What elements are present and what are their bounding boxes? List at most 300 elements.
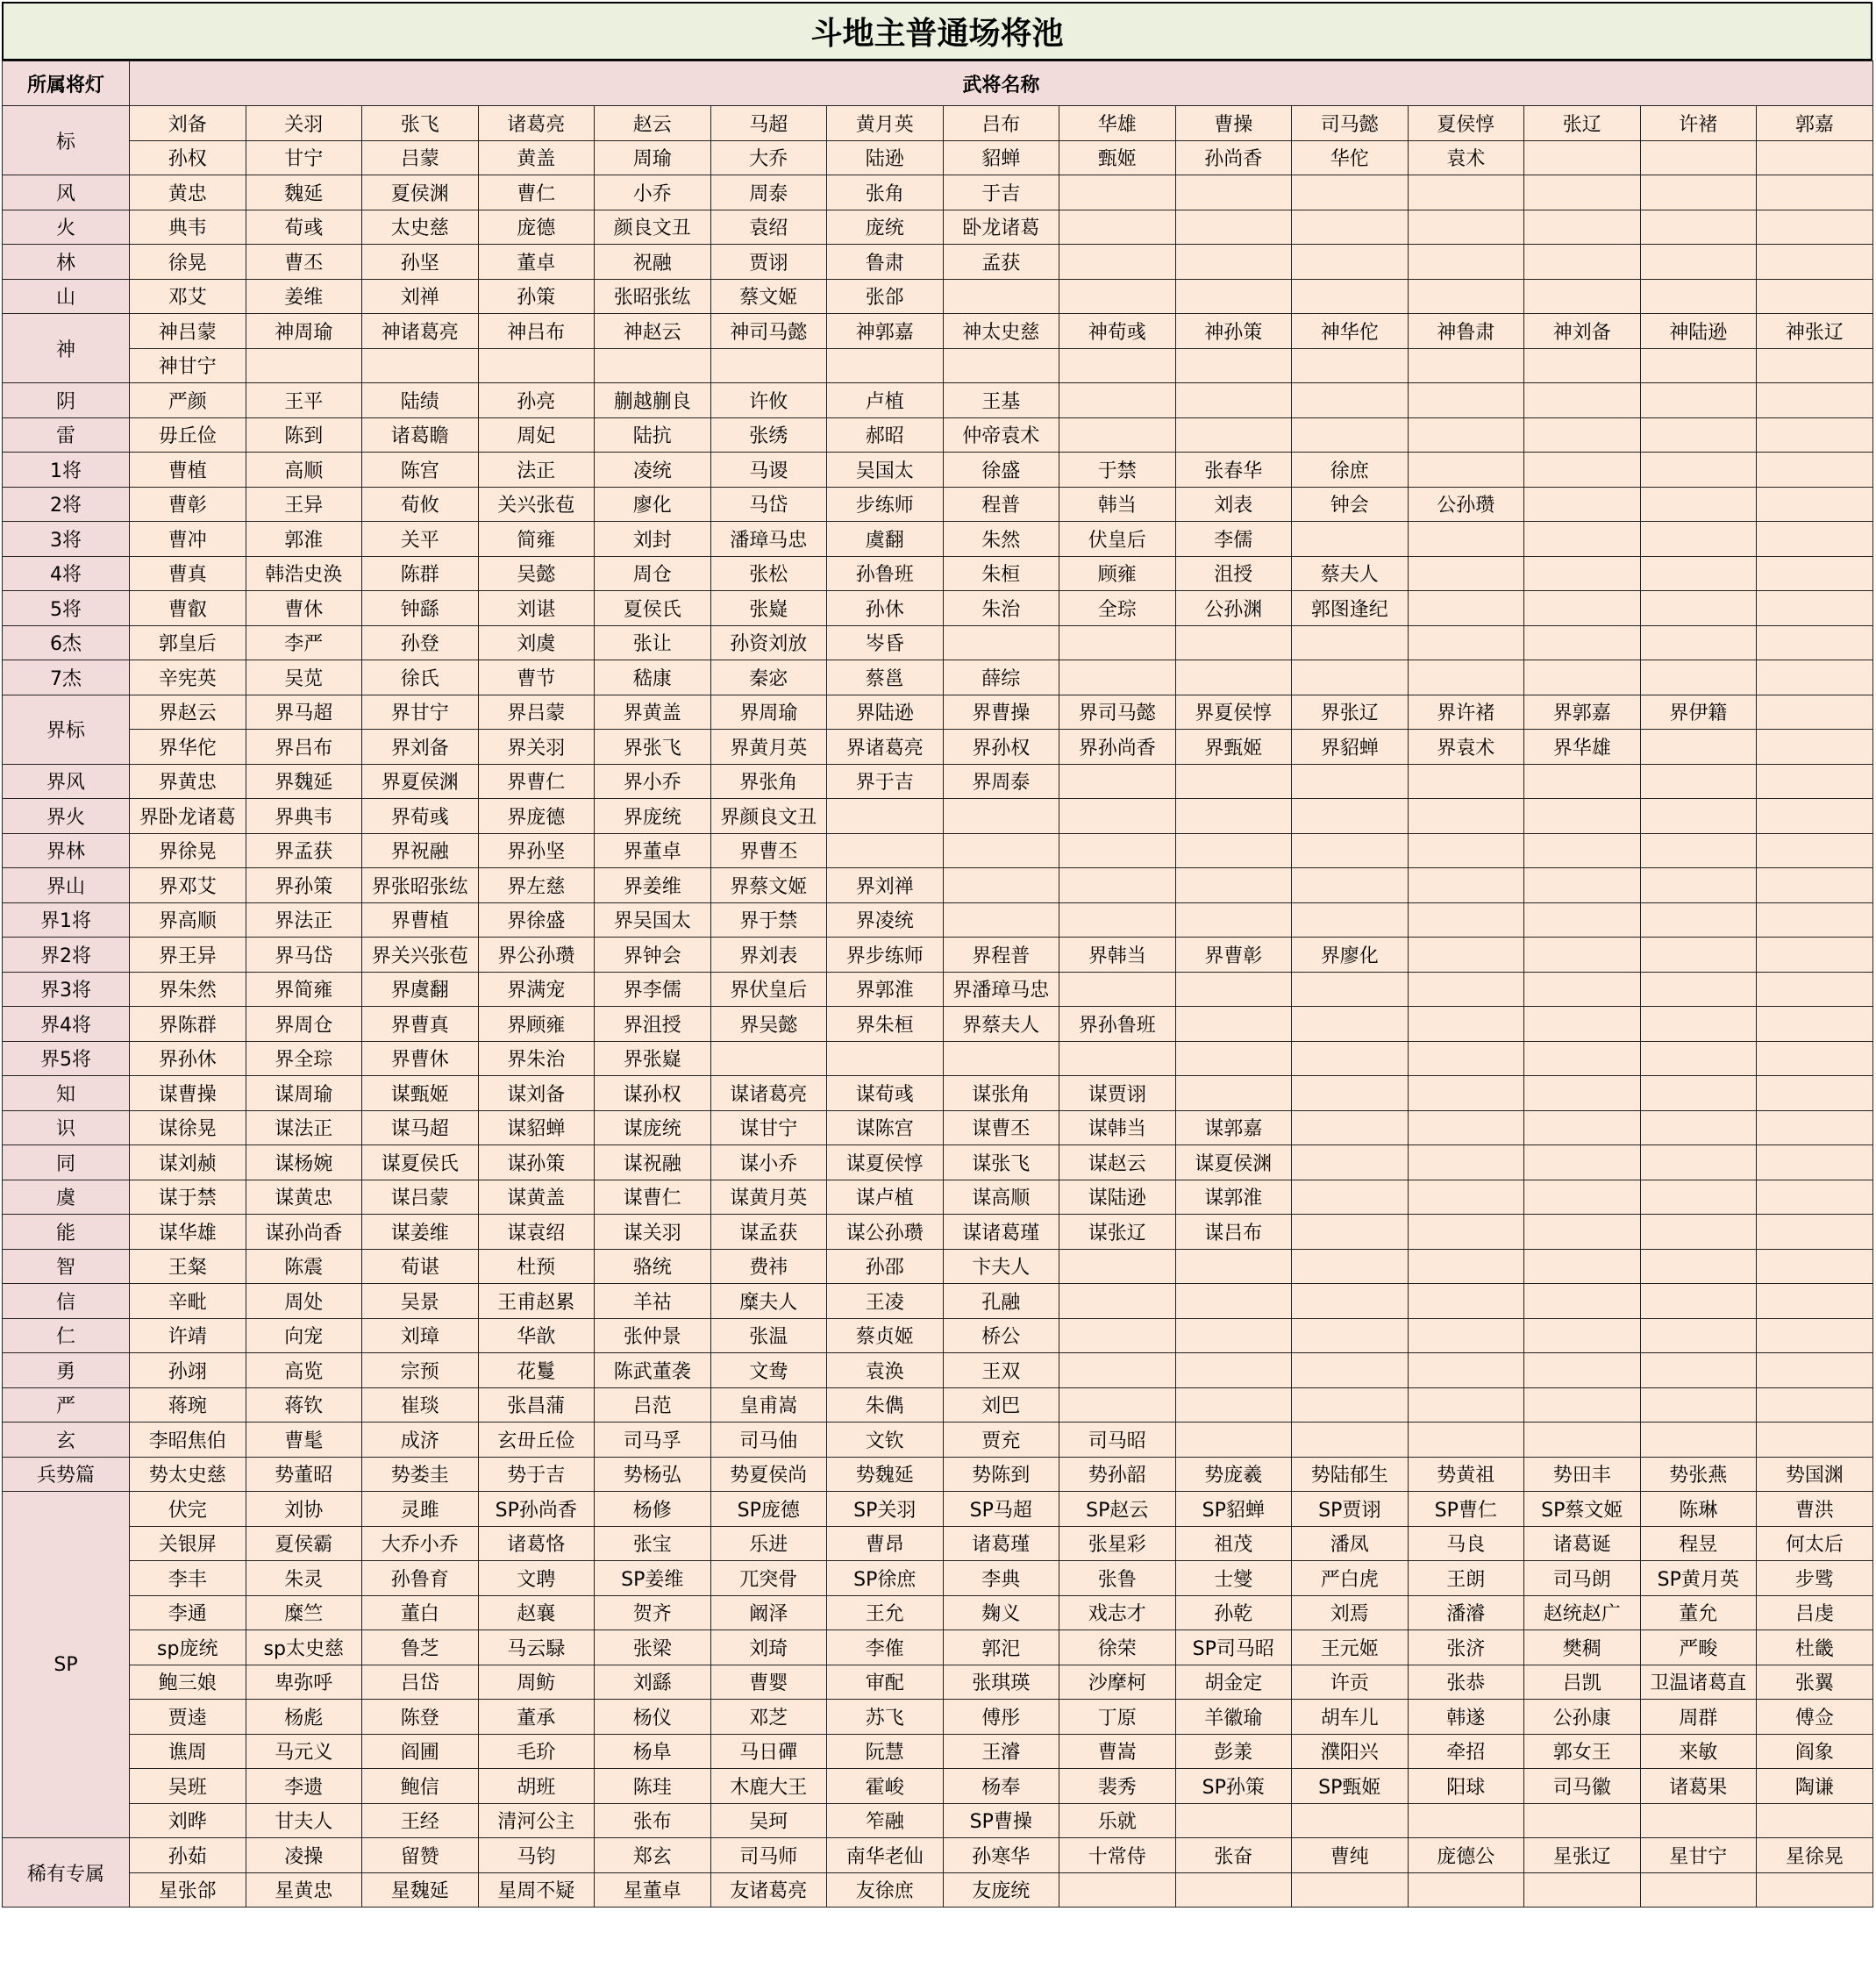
general-cell: 吕虔 xyxy=(1757,1595,1873,1630)
general-cell: 吕范 xyxy=(595,1387,711,1423)
general-cell: 杨仪 xyxy=(595,1700,711,1735)
general-cell: 谋黄盖 xyxy=(478,1180,595,1215)
general-cell xyxy=(1524,140,1641,175)
general-cell xyxy=(1408,1076,1524,1111)
general-cell xyxy=(1292,764,1409,799)
general-cell: 黄盖 xyxy=(478,140,595,175)
general-cell: 界简雍 xyxy=(246,972,362,1007)
general-cell xyxy=(1640,175,1757,210)
general-cell: 吕岱 xyxy=(362,1665,479,1700)
general-cell: 郭嘉 xyxy=(1757,106,1873,141)
general-cell: 谋马超 xyxy=(362,1110,479,1145)
general-cell: 兀突骨 xyxy=(710,1561,827,1596)
general-cell: 神孙策 xyxy=(1175,314,1292,349)
general-cell: 阚泽 xyxy=(710,1595,827,1630)
general-cell: 曹仁 xyxy=(478,175,595,210)
general-cell xyxy=(1640,1353,1757,1388)
general-cell xyxy=(1292,1041,1409,1076)
general-cell xyxy=(1524,1145,1641,1180)
general-cell: 刘表 xyxy=(1175,487,1292,522)
general-cell: 界黄盖 xyxy=(595,695,711,730)
general-cell: 周泰 xyxy=(710,175,827,210)
general-cell: 孔融 xyxy=(943,1284,1059,1319)
general-cell xyxy=(1640,833,1757,868)
general-cell xyxy=(1757,730,1873,765)
general-cell: 皇甫嵩 xyxy=(710,1387,827,1423)
general-cell: 李傕 xyxy=(827,1630,944,1665)
general-cell xyxy=(1640,1423,1757,1458)
general-cell: 牵招 xyxy=(1408,1734,1524,1769)
general-cell xyxy=(1757,1180,1873,1215)
general-cell xyxy=(943,868,1059,903)
category-cell: 界火 xyxy=(3,799,130,834)
general-cell: 诸葛瑾 xyxy=(943,1526,1059,1561)
general-cell xyxy=(1757,972,1873,1007)
table-row xyxy=(3,1215,1873,1250)
general-cell xyxy=(1408,279,1524,314)
general-cell xyxy=(1408,1387,1524,1423)
general-cell: 大乔小乔 xyxy=(362,1526,479,1561)
general-cell: 王经 xyxy=(362,1803,479,1838)
general-cell xyxy=(1524,383,1641,418)
general-cell: 神张辽 xyxy=(1757,314,1873,349)
general-cell: 王异 xyxy=(246,487,362,522)
general-cell: 张琪瑛 xyxy=(943,1665,1059,1700)
general-cell: 关羽 xyxy=(246,106,362,141)
general-cell xyxy=(1640,140,1757,175)
general-cell xyxy=(1757,764,1873,799)
general-cell: 文钦 xyxy=(827,1423,944,1458)
general-cell: 谋孙权 xyxy=(595,1076,711,1111)
general-cell: 势田丰 xyxy=(1524,1457,1641,1492)
general-cell: 贺齐 xyxy=(595,1595,711,1630)
general-cell: 谋周瑜 xyxy=(246,1076,362,1111)
general-cell: 界张昭张纮 xyxy=(362,868,479,903)
table-row xyxy=(3,902,1873,938)
general-cell: 朱然 xyxy=(943,522,1059,557)
general-cell: 界朱治 xyxy=(478,1041,595,1076)
general-cell: 谯周 xyxy=(130,1734,246,1769)
general-cell: 张梁 xyxy=(595,1630,711,1665)
general-cell: SP蔡文姬 xyxy=(1524,1492,1641,1527)
table-row xyxy=(3,1076,1873,1111)
general-cell: 张绣 xyxy=(710,417,827,453)
category-cell: 兵势篇 xyxy=(3,1457,130,1492)
general-cell xyxy=(827,1041,944,1076)
general-cell: 界程普 xyxy=(943,938,1059,973)
general-cell: 王平 xyxy=(246,383,362,418)
general-cell: 玄毌丘俭 xyxy=(478,1423,595,1458)
general-cell: 谋袁绍 xyxy=(478,1215,595,1250)
general-cell xyxy=(1524,902,1641,938)
general-cell: SP庞德 xyxy=(710,1492,827,1527)
general-cell: 界朱桓 xyxy=(827,1007,944,1042)
general-cell: 刘巴 xyxy=(943,1387,1059,1423)
general-cell: 谋张角 xyxy=(943,1076,1059,1111)
general-cell xyxy=(1059,833,1176,868)
general-cell xyxy=(1757,522,1873,557)
general-cell: 濮阳兴 xyxy=(1292,1734,1409,1769)
general-cell: 界法正 xyxy=(246,902,362,938)
general-cell: 董白 xyxy=(362,1595,479,1630)
general-cell: 杜畿 xyxy=(1757,1630,1873,1665)
general-cell: 界张角 xyxy=(710,764,827,799)
general-cell xyxy=(1640,453,1757,488)
general-cell xyxy=(1640,591,1757,626)
general-cell: 友庞统 xyxy=(943,1872,1059,1908)
general-cell: 界黄忠 xyxy=(130,764,246,799)
general-cell: 神鲁肃 xyxy=(1408,314,1524,349)
general-cell xyxy=(1640,868,1757,903)
general-cell xyxy=(1757,799,1873,834)
general-cell: 蔡夫人 xyxy=(1292,556,1409,591)
general-cell: 神陆逊 xyxy=(1640,314,1757,349)
general-cell: 庞统 xyxy=(827,210,944,245)
general-cell: 神周瑜 xyxy=(246,314,362,349)
general-cell xyxy=(827,348,944,383)
general-cell: 甘宁 xyxy=(246,140,362,175)
general-cell: 李儒 xyxy=(1175,522,1292,557)
general-cell: 魏延 xyxy=(246,175,362,210)
general-cell: 界李儒 xyxy=(595,972,711,1007)
general-cell: 孙鲁育 xyxy=(362,1561,479,1596)
general-cell: 卞夫人 xyxy=(943,1249,1059,1284)
general-cell xyxy=(1292,383,1409,418)
general-cell: 木鹿大王 xyxy=(710,1769,827,1804)
general-cell xyxy=(1757,938,1873,973)
general-cell: 潘濬 xyxy=(1408,1595,1524,1630)
general-cell xyxy=(1524,591,1641,626)
general-cell xyxy=(1408,453,1524,488)
general-cell: 曹植 xyxy=(130,453,246,488)
general-cell xyxy=(1408,625,1524,660)
general-cell: 徐晃 xyxy=(130,245,246,280)
general-cell: 吴珂 xyxy=(710,1803,827,1838)
general-cell xyxy=(1292,245,1409,280)
general-cell: 庞德 xyxy=(478,210,595,245)
category-cell: 智 xyxy=(3,1249,130,1284)
general-cell: SP徐庶 xyxy=(827,1561,944,1596)
general-cell: 孙尚香 xyxy=(1175,140,1292,175)
general-cell xyxy=(1292,625,1409,660)
general-cell: 吕蒙 xyxy=(362,140,479,175)
general-cell: 陈登 xyxy=(362,1700,479,1735)
general-cell: 辛宪英 xyxy=(130,660,246,695)
general-cell: 界孟获 xyxy=(246,833,362,868)
general-cell xyxy=(1408,348,1524,383)
general-cell xyxy=(1757,625,1873,660)
general-cell: 周群 xyxy=(1640,1700,1757,1735)
general-cell: 沙摩柯 xyxy=(1059,1665,1176,1700)
general-cell: 谋甘宁 xyxy=(710,1110,827,1145)
category-cell: 稀有专属 xyxy=(3,1838,130,1908)
general-cell: 卢植 xyxy=(827,383,944,418)
general-cell: 凌统 xyxy=(595,453,711,488)
general-cell xyxy=(1408,660,1524,695)
general-cell: 嵇康 xyxy=(595,660,711,695)
general-cell xyxy=(1524,660,1641,695)
general-cell xyxy=(1175,799,1292,834)
general-cell: 典韦 xyxy=(130,210,246,245)
general-cell xyxy=(1757,1041,1873,1076)
general-cell: 神吕蒙 xyxy=(130,314,246,349)
general-cell: 郭淮 xyxy=(246,522,362,557)
general-cell: 谋徐晃 xyxy=(130,1110,246,1145)
general-cell xyxy=(595,348,711,383)
table-row xyxy=(3,660,1873,695)
general-cell: 谋郭嘉 xyxy=(1175,1110,1292,1145)
general-cell xyxy=(1757,487,1873,522)
general-cell xyxy=(1640,764,1757,799)
general-cell xyxy=(1175,245,1292,280)
general-cell: 成济 xyxy=(362,1423,479,1458)
category-cell: 虞 xyxy=(3,1180,130,1215)
general-cell xyxy=(1059,1284,1176,1319)
general-cell xyxy=(1524,348,1641,383)
general-cell: 界夏侯惇 xyxy=(1175,695,1292,730)
table-row xyxy=(3,938,1873,973)
general-cell xyxy=(1524,417,1641,453)
general-cell: 界孙鲁班 xyxy=(1059,1007,1176,1042)
general-cell xyxy=(1059,348,1176,383)
table-row xyxy=(3,764,1873,799)
general-cell: 苏飞 xyxy=(827,1700,944,1735)
general-cell: 荀谌 xyxy=(362,1249,479,1284)
general-cell: SP关羽 xyxy=(827,1492,944,1527)
general-cell: 蔡邕 xyxy=(827,660,944,695)
general-cell xyxy=(1408,1249,1524,1284)
general-cell: 宗预 xyxy=(362,1353,479,1388)
general-cell xyxy=(1757,1076,1873,1111)
general-cell xyxy=(1408,799,1524,834)
category-cell: 界2将 xyxy=(3,938,130,973)
general-cell: 谋孟获 xyxy=(710,1215,827,1250)
general-cell: 陈珪 xyxy=(595,1769,711,1804)
general-cell xyxy=(1640,1318,1757,1353)
general-cell xyxy=(1524,799,1641,834)
general-cell xyxy=(1757,210,1873,245)
general-cell: 界虞翻 xyxy=(362,972,479,1007)
general-cell xyxy=(710,1041,827,1076)
general-cell xyxy=(1640,1249,1757,1284)
general-cell: 文鸯 xyxy=(710,1353,827,1388)
general-cell xyxy=(1757,1353,1873,1388)
general-cell: 鲁肃 xyxy=(827,245,944,280)
table-row xyxy=(3,1457,1873,1492)
general-cell xyxy=(1175,764,1292,799)
general-cell: 凌操 xyxy=(246,1838,362,1873)
general-cell xyxy=(1175,348,1292,383)
general-cell: 界荀彧 xyxy=(362,799,479,834)
general-cell: 颜良文丑 xyxy=(595,210,711,245)
general-cell: 界袁术 xyxy=(1408,730,1524,765)
table-row xyxy=(3,1838,1873,1873)
general-cell xyxy=(1524,1007,1641,1042)
general-cell xyxy=(1059,972,1176,1007)
general-cell: 谋公孙瓒 xyxy=(827,1215,944,1250)
general-cell: 许贡 xyxy=(1292,1665,1409,1700)
general-cell: 谋张辽 xyxy=(1059,1215,1176,1250)
general-cell xyxy=(1640,1076,1757,1111)
general-cell xyxy=(1292,1007,1409,1042)
general-cell: 樊稠 xyxy=(1524,1630,1641,1665)
general-cell: 谋吕蒙 xyxy=(362,1180,479,1215)
general-cell xyxy=(1408,383,1524,418)
general-cell: 袁绍 xyxy=(710,210,827,245)
general-cell: 界刘禅 xyxy=(827,868,944,903)
general-cell: 王粲 xyxy=(130,1249,246,1284)
general-cell: 界董卓 xyxy=(595,833,711,868)
general-cell: 诸葛诞 xyxy=(1524,1526,1641,1561)
general-cell xyxy=(1524,210,1641,245)
general-cell: 胡金定 xyxy=(1175,1665,1292,1700)
general-cell: 董卓 xyxy=(478,245,595,280)
general-cell: 谋姜维 xyxy=(362,1215,479,1250)
general-cell: 杨彪 xyxy=(246,1700,362,1735)
general-cell: 界沮授 xyxy=(595,1007,711,1042)
general-cell: 张飞 xyxy=(362,106,479,141)
general-cell: 陆抗 xyxy=(595,417,711,453)
category-cell: 林 xyxy=(3,245,130,280)
general-cell: 马云騄 xyxy=(478,1630,595,1665)
general-cell xyxy=(943,348,1059,383)
general-cell: 谋诸葛瑾 xyxy=(943,1215,1059,1250)
general-cell: 韩浩史涣 xyxy=(246,556,362,591)
general-cell: 崔琰 xyxy=(362,1387,479,1423)
general-cell xyxy=(1175,1318,1292,1353)
general-cell: 廖化 xyxy=(595,487,711,522)
general-cell xyxy=(1175,210,1292,245)
table-row xyxy=(3,1249,1873,1284)
general-cell xyxy=(1757,1284,1873,1319)
table-row xyxy=(3,1595,1873,1630)
general-cell: 孙茹 xyxy=(130,1838,246,1873)
general-cell xyxy=(1175,833,1292,868)
general-cell: 势陈到 xyxy=(943,1457,1059,1492)
general-cell: 界姜维 xyxy=(595,868,711,903)
general-cell: 吴班 xyxy=(130,1769,246,1804)
general-cell: 杨奉 xyxy=(943,1769,1059,1804)
general-cell: 程普 xyxy=(943,487,1059,522)
general-cell xyxy=(1757,902,1873,938)
general-cell: 丁原 xyxy=(1059,1700,1176,1735)
general-cell xyxy=(1524,453,1641,488)
general-cell: 张奋 xyxy=(1175,1838,1292,1873)
general-cell: 钟会 xyxy=(1292,487,1409,522)
general-cell xyxy=(1640,1145,1757,1180)
general-cell xyxy=(1175,1284,1292,1319)
category-header: 所属将灯 xyxy=(3,61,130,106)
general-cell: 卧龙诸葛 xyxy=(943,210,1059,245)
general-cell xyxy=(1757,1423,1873,1458)
table-row xyxy=(3,314,1873,349)
general-cell: 关兴张苞 xyxy=(478,487,595,522)
general-cell: 蒯越蒯良 xyxy=(595,383,711,418)
general-cell: 曹洪 xyxy=(1757,1492,1873,1527)
general-cell xyxy=(1757,1387,1873,1423)
table-row xyxy=(3,1007,1873,1042)
general-cell: 胡车儿 xyxy=(1292,1700,1409,1735)
general-cell xyxy=(1524,522,1641,557)
table-row xyxy=(3,175,1873,210)
general-cell: 蒋琬 xyxy=(130,1387,246,1423)
general-cell xyxy=(1059,1041,1176,1076)
general-cell: 界曹仁 xyxy=(478,764,595,799)
general-cell: 王朗 xyxy=(1408,1561,1524,1596)
general-cell: 张翼 xyxy=(1757,1665,1873,1700)
general-cell: 羊徽瑜 xyxy=(1175,1700,1292,1735)
general-cell: 于吉 xyxy=(943,175,1059,210)
general-cell: 界马超 xyxy=(246,695,362,730)
general-cell: 界陆逊 xyxy=(827,695,944,730)
general-cell: 周鲂 xyxy=(478,1665,595,1700)
general-cell: 界陈群 xyxy=(130,1007,246,1042)
category-cell: 风 xyxy=(3,175,130,210)
general-cell: 势国渊 xyxy=(1757,1457,1873,1492)
general-cell: 谋夏侯渊 xyxy=(1175,1145,1292,1180)
table-row xyxy=(3,868,1873,903)
general-cell xyxy=(1524,1180,1641,1215)
general-cell: 赵襄 xyxy=(478,1595,595,1630)
general-cell: 孙休 xyxy=(827,591,944,626)
general-cell: 神郭嘉 xyxy=(827,314,944,349)
general-cell xyxy=(1524,1318,1641,1353)
general-cell: 薛综 xyxy=(943,660,1059,695)
general-cell xyxy=(943,833,1059,868)
general-cell xyxy=(1175,1041,1292,1076)
general-cell xyxy=(1292,522,1409,557)
general-cell xyxy=(1524,1803,1641,1838)
general-cell xyxy=(1408,1145,1524,1180)
general-cell: 界伏皇后 xyxy=(710,972,827,1007)
general-cell: 谋赵云 xyxy=(1059,1145,1176,1180)
general-cell: 潘凤 xyxy=(1292,1526,1409,1561)
general-cell: SP孙策 xyxy=(1175,1769,1292,1804)
general-cell: 毋丘俭 xyxy=(130,417,246,453)
general-cell: 审配 xyxy=(827,1665,944,1700)
general-cell: 界华佗 xyxy=(130,730,246,765)
general-cell: 刘繇 xyxy=(595,1665,711,1700)
general-cell xyxy=(1640,902,1757,938)
general-cell: 张嶷 xyxy=(710,591,827,626)
general-cell: 张昌蒲 xyxy=(478,1387,595,1423)
general-cell: 诸葛果 xyxy=(1640,1769,1757,1804)
general-cell: 黄忠 xyxy=(130,175,246,210)
general-cell: 神刘备 xyxy=(1524,314,1641,349)
general-cell: 朱治 xyxy=(943,591,1059,626)
names-header: 武将名称 xyxy=(130,61,1873,106)
general-cell: 界刘表 xyxy=(710,938,827,973)
general-cell: 甘夫人 xyxy=(246,1803,362,1838)
general-cell: 谋荀彧 xyxy=(827,1076,944,1111)
general-cell xyxy=(1175,1076,1292,1111)
general-cell xyxy=(1292,972,1409,1007)
general-cell: 华佗 xyxy=(1292,140,1409,175)
general-cell: 蒋钦 xyxy=(246,1387,362,1423)
category-cell: 界山 xyxy=(3,868,130,903)
general-cell: 高览 xyxy=(246,1353,362,1388)
general-cell: 势娄圭 xyxy=(362,1457,479,1492)
category-cell: 2将 xyxy=(3,487,130,522)
general-cell xyxy=(1408,245,1524,280)
general-cell: 界庞德 xyxy=(478,799,595,834)
general-cell: 谋曹仁 xyxy=(595,1180,711,1215)
general-cell xyxy=(1175,1872,1292,1908)
general-cell: 顾雍 xyxy=(1059,556,1176,591)
general-cell xyxy=(1524,938,1641,973)
general-cell: 郭汜 xyxy=(943,1630,1059,1665)
general-cell: 陆逊 xyxy=(827,140,944,175)
